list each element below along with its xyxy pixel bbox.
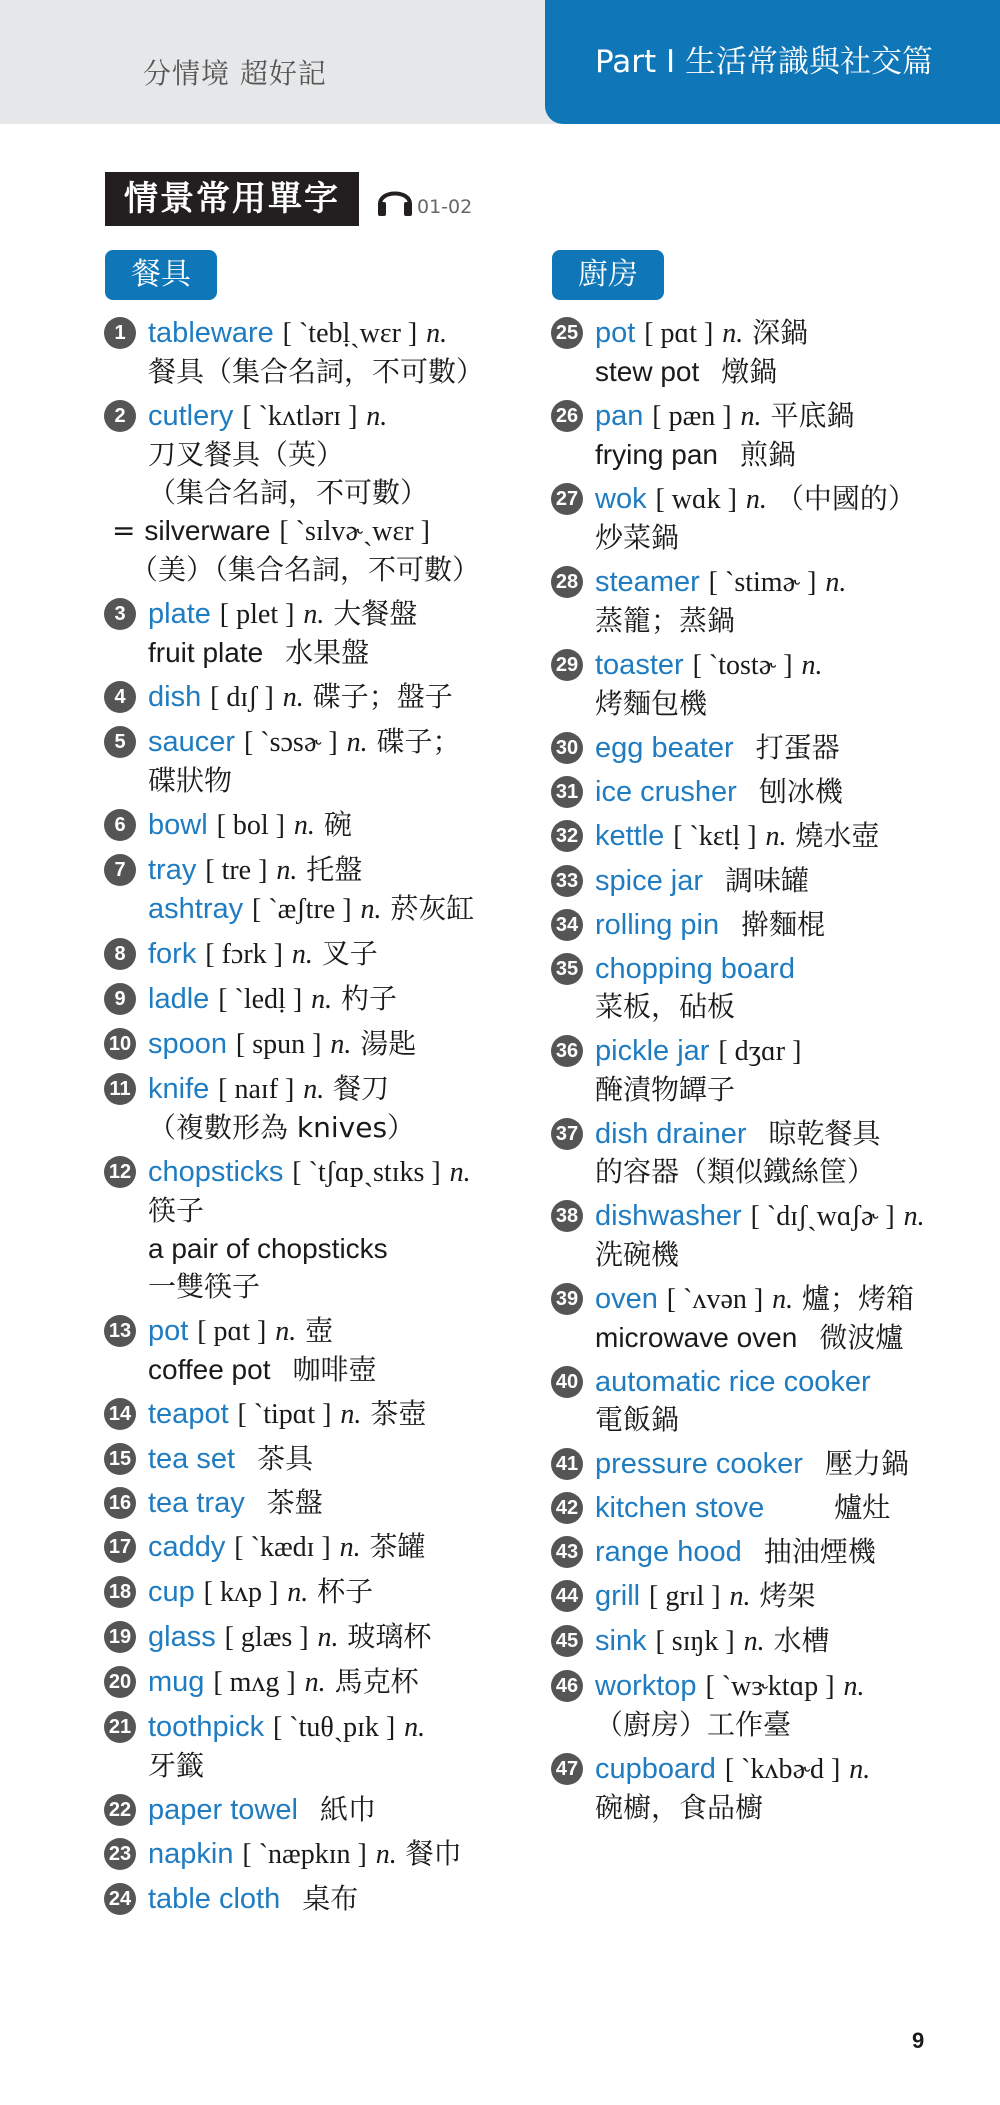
vocab-entry xyxy=(551,1489,991,1527)
entry-word: range hood xyxy=(595,1536,742,1568)
entry-phonetic: [ ˋstimɚ ] xyxy=(708,567,817,598)
entry-word: steamer xyxy=(595,566,700,598)
category-kitchen: 廚房 xyxy=(552,250,664,300)
entry-word: cup xyxy=(148,1576,195,1608)
entry-word: worktop xyxy=(595,1670,697,1702)
entry-word: silverware xyxy=(144,515,271,546)
entry-number: 23 xyxy=(104,1838,136,1870)
entry-pos: n. xyxy=(375,1839,397,1870)
entry-meaning: 深鍋 xyxy=(752,316,809,349)
entry-pos: n. xyxy=(304,1667,326,1698)
entry-number: 24 xyxy=(104,1883,136,1915)
equals-sign: = xyxy=(112,514,136,547)
entry-pos: n. xyxy=(745,484,767,515)
vocab-entry xyxy=(551,646,991,723)
entry-meaning: 平底鍋 xyxy=(770,399,855,432)
entry-meaning: 碟子；盤子 xyxy=(312,680,453,713)
entry-number: 44 xyxy=(551,1580,583,1612)
entry-pos: n. xyxy=(275,1316,297,1347)
entry-meaning: 碗櫥，食品櫥 xyxy=(595,1791,764,1824)
entry-word: rolling pin xyxy=(595,909,720,941)
entry-word: tray xyxy=(148,854,197,886)
vocab-entry xyxy=(104,1312,544,1389)
related-phrase: frying pan xyxy=(595,439,718,470)
entry-word: paper towel xyxy=(148,1794,298,1826)
vocab-entry xyxy=(104,595,544,672)
entry-meaning: 茶壺 xyxy=(370,1397,427,1430)
related-pos: n. xyxy=(360,894,382,925)
entry-number: 35 xyxy=(551,953,583,985)
entry-number: 41 xyxy=(551,1448,583,1480)
entry-word: glass xyxy=(148,1621,216,1653)
entry-meaning: 托盤 xyxy=(306,853,363,886)
related-phrase: coffee pot xyxy=(148,1354,271,1385)
entry-meaning-note: （複數形為 knives） xyxy=(148,1111,416,1144)
entry-word: toaster xyxy=(595,649,684,681)
entry-number: 34 xyxy=(551,909,583,941)
entry-number: 45 xyxy=(551,1625,583,1657)
vocab-entry xyxy=(551,1280,991,1357)
entry-pos: n. xyxy=(743,1626,765,1657)
vocab-entry xyxy=(551,563,991,640)
vocab-entry xyxy=(551,906,991,944)
entry-number: 46 xyxy=(551,1670,583,1702)
entry-phonetic: [ bol ] xyxy=(216,810,285,841)
entry-meaning: （中國的） xyxy=(775,482,916,515)
entry-number: 26 xyxy=(551,400,583,432)
entry-word: pickle jar xyxy=(595,1035,710,1067)
entry-word: saucer xyxy=(148,726,236,758)
vocab-entry xyxy=(104,1484,544,1522)
entry-meaning: 烤麵包機 xyxy=(595,687,708,720)
entry-pos: n. xyxy=(282,682,304,713)
entry-meaning: （美）（集合名詞，不可數） xyxy=(130,553,481,586)
vocab-entry xyxy=(104,1708,544,1785)
vocab-entry xyxy=(104,1880,544,1918)
entry-meaning: 擀麵棍 xyxy=(741,908,826,941)
vocab-entry xyxy=(104,1440,544,1478)
vocab-entry xyxy=(104,1153,544,1306)
entry-word: fork xyxy=(148,938,197,970)
entry-pos: n. xyxy=(404,1712,426,1743)
entry-phonetic: [ pæn ] xyxy=(652,401,732,432)
entry-phonetic: [ pɑt ] xyxy=(197,1316,267,1347)
entry-word: spoon xyxy=(148,1028,228,1060)
entry-phonetic: [ mʌg ] xyxy=(213,1667,296,1698)
entry-meaning: 醃漬物罈子 xyxy=(595,1073,736,1106)
entry-meaning: 燒水壺 xyxy=(795,819,880,852)
entry-word: tea set xyxy=(148,1443,236,1475)
vocab-entry xyxy=(551,1533,991,1571)
vocab-entry xyxy=(104,1835,544,1874)
entry-number: 16 xyxy=(104,1487,136,1519)
entry-meaning-cont: 炒菜鍋 xyxy=(595,521,680,554)
vocab-entry xyxy=(104,397,544,512)
entry-word: teapot xyxy=(148,1398,229,1430)
entry-number: 18 xyxy=(104,1576,136,1608)
entry-meaning: 玻璃杯 xyxy=(347,1620,432,1653)
entry-meaning: 壺 xyxy=(305,1314,334,1347)
vocab-entry xyxy=(104,678,544,717)
right-column xyxy=(551,314,991,1833)
entry-pos: n. xyxy=(311,984,333,1015)
entry-phonetic: [ ˋkɛtḷ ] xyxy=(673,821,757,852)
entry-number: 4 xyxy=(104,681,136,713)
entry-number: 31 xyxy=(551,776,583,808)
vocab-entry xyxy=(104,1528,544,1567)
vocab-entry xyxy=(551,1115,991,1191)
entry-number: 36 xyxy=(551,1035,583,1067)
entry-meaning: 碗 xyxy=(323,808,352,841)
entry-meaning: 湯匙 xyxy=(360,1027,417,1060)
entry-meaning: 馬克杯 xyxy=(334,1665,419,1698)
synonym-entry xyxy=(104,512,544,589)
entry-word: ladle xyxy=(148,983,210,1015)
entry-phonetic: [ sɪŋk ] xyxy=(655,1626,735,1657)
entry-meaning: 茶具 xyxy=(257,1442,314,1475)
vocab-entry xyxy=(551,862,991,900)
entry-number: 43 xyxy=(551,1536,583,1568)
vocab-entry xyxy=(551,1622,991,1661)
vocab-entry xyxy=(104,314,544,391)
entry-pos: n. xyxy=(346,727,368,758)
entry-pos: n. xyxy=(729,1581,751,1612)
entry-meaning: 爐；烤箱 xyxy=(802,1282,915,1315)
entry-word: pan xyxy=(595,400,644,432)
vocab-entry xyxy=(551,729,991,767)
entry-number: 3 xyxy=(104,598,136,630)
related-meaning: 微波爐 xyxy=(819,1321,904,1354)
entry-meaning: （廚房）工作臺 xyxy=(595,1708,792,1741)
vocab-entry xyxy=(551,1032,991,1109)
entry-phonetic: [ ˋtʃɑpˏstɪks ] xyxy=(292,1157,441,1188)
entry-pos: n. xyxy=(330,1029,352,1060)
entry-number: 27 xyxy=(551,483,583,515)
entry-number: 8 xyxy=(104,938,136,970)
entry-number: 47 xyxy=(551,1753,583,1785)
entry-meaning: 牙籤 xyxy=(148,1749,205,1782)
entry-meaning: 刀叉餐具（英） xyxy=(148,438,345,471)
entry-phonetic: [ tre ] xyxy=(205,855,268,886)
entry-number: 11 xyxy=(104,1073,136,1105)
entry-word: tea tray xyxy=(148,1487,245,1519)
entry-number: 42 xyxy=(551,1492,583,1524)
entry-meaning: 電飯鍋 xyxy=(595,1403,680,1436)
vocab-entry xyxy=(551,1667,991,1744)
entry-word: dishwasher xyxy=(595,1200,742,1232)
entry-pos: n. xyxy=(287,1577,309,1608)
entry-word: chopsticks xyxy=(148,1156,284,1188)
related-meaning: 燉鍋 xyxy=(721,355,778,388)
vocab-entry xyxy=(104,935,544,974)
entry-number: 2 xyxy=(104,400,136,432)
section-title: 情景常用單字 xyxy=(105,172,359,226)
left-column xyxy=(104,314,544,1924)
entry-word: kettle xyxy=(595,820,665,852)
entry-pos: n. xyxy=(801,650,823,681)
entry-meaning: 餐刀 xyxy=(333,1072,390,1105)
entry-word: sink xyxy=(595,1625,647,1657)
entry-meaning: 杓子 xyxy=(340,982,397,1015)
entry-meaning: 水槽 xyxy=(773,1624,830,1657)
entry-word: bowl xyxy=(148,809,208,841)
related-phrase: microwave oven xyxy=(595,1322,798,1353)
entry-phonetic: [ glæs ] xyxy=(224,1622,309,1653)
entry-pos: n. xyxy=(339,1532,361,1563)
vocab-entry xyxy=(104,980,544,1019)
related-meaning: 菸灰缸 xyxy=(390,892,475,925)
entry-pos: n. xyxy=(291,939,313,970)
entry-phonetic: [ ˋtebḷˏwɛr ] xyxy=(282,318,418,349)
entry-number: 22 xyxy=(104,1794,136,1826)
vocab-entry xyxy=(551,1577,991,1616)
entry-phonetic: [ dɪʃ ] xyxy=(210,682,274,713)
entry-phonetic: [ ˋledḷ ] xyxy=(218,984,303,1015)
entry-number: 10 xyxy=(104,1028,136,1060)
entry-pos: n. xyxy=(303,599,325,630)
entry-number: 37 xyxy=(551,1118,583,1150)
entry-phonetic: [ ˋtuθˏpɪk ] xyxy=(272,1712,396,1743)
entry-word: cutlery xyxy=(148,400,234,432)
part-title: Part I 生活常識與社交篇 xyxy=(545,0,1000,124)
related-phonetic: [ ˋæʃtre ] xyxy=(252,894,352,925)
entry-phonetic: [ ˋtostɚ ] xyxy=(692,650,793,681)
entry-word: grill xyxy=(595,1580,641,1612)
entry-word: tableware xyxy=(148,317,274,349)
entry-phonetic: [ naɪf ] xyxy=(218,1074,295,1105)
entry-phonetic: [ ˋkʌbɚd ] xyxy=(724,1754,841,1785)
entry-meaning-cont: 的容器（類似鐵絲筐） xyxy=(595,1155,876,1188)
entry-phonetic: [ ˋsɔsɚ ] xyxy=(243,727,338,758)
entry-pos: n. xyxy=(340,1399,362,1430)
vocab-entry xyxy=(551,1197,991,1274)
related-word: ashtray xyxy=(148,893,244,925)
category-tableware: 餐具 xyxy=(105,250,217,300)
entry-word: dish drainer xyxy=(595,1118,747,1150)
entry-phonetic: [ pɑt ] xyxy=(644,318,714,349)
entry-meaning: 洗碗機 xyxy=(595,1238,680,1271)
entry-pos: n. xyxy=(317,1622,339,1653)
entry-number: 1 xyxy=(104,317,136,349)
entry-meaning: 碟子； xyxy=(376,725,461,758)
entry-pos: n. xyxy=(426,318,448,349)
entry-pos: n. xyxy=(366,401,388,432)
entry-pos: n. xyxy=(293,810,315,841)
series-title: 分情境 超好記 xyxy=(143,57,327,90)
related-phrase: a pair of chopsticks xyxy=(148,1233,388,1264)
entry-pos: n. xyxy=(903,1201,925,1232)
entry-number: 17 xyxy=(104,1531,136,1563)
entry-word: spice jar xyxy=(595,865,703,897)
entry-word: egg beater xyxy=(595,732,734,764)
entry-meaning: 壓力鍋 xyxy=(824,1447,909,1480)
page-header xyxy=(0,0,1000,124)
entry-phonetic: [ ˋkædɪ ] xyxy=(234,1532,331,1563)
entry-number: 38 xyxy=(551,1200,583,1232)
entry-pos: n. xyxy=(772,1284,794,1315)
entry-pos: n. xyxy=(740,401,762,432)
headphones-icon xyxy=(375,180,415,218)
vocab-entry xyxy=(104,1395,544,1434)
entry-pos: n. xyxy=(765,821,787,852)
entry-word: mug xyxy=(148,1666,205,1698)
entry-phonetic: [ dʒɑr ] xyxy=(718,1036,802,1067)
entry-phonetic: [ ˋsɪlvɚˏwɛr ] xyxy=(279,516,430,547)
entry-meaning: 蒸籠；蒸鍋 xyxy=(595,604,736,637)
entry-number: 13 xyxy=(104,1315,136,1347)
vocab-entry xyxy=(551,1750,991,1827)
entry-meaning: 菜板，砧板 xyxy=(595,990,736,1023)
entry-word: chopping board xyxy=(595,953,795,985)
entry-meaning: 筷子 xyxy=(148,1194,205,1227)
entry-meaning: 烤架 xyxy=(759,1579,816,1612)
entry-word: kitchen stove xyxy=(595,1492,765,1524)
vocab-entry xyxy=(551,773,991,811)
entry-number: 20 xyxy=(104,1666,136,1698)
entry-pos: n. xyxy=(449,1157,471,1188)
related-phrase: fruit plate xyxy=(148,637,264,668)
entry-meaning: 茶罐 xyxy=(369,1530,426,1563)
entry-number: 39 xyxy=(551,1283,583,1315)
audio-track-code: 01-02 xyxy=(417,196,473,218)
entry-meaning: 紙巾 xyxy=(319,1793,376,1826)
entry-number: 40 xyxy=(551,1366,583,1398)
vocab-entry xyxy=(104,1573,544,1612)
entry-word: dish xyxy=(148,681,202,713)
entry-phonetic: [ grɪl ] xyxy=(649,1581,721,1612)
entry-phonetic: [ kʌp ] xyxy=(203,1577,279,1608)
entry-word: table cloth xyxy=(148,1883,281,1915)
entry-meaning-cont: 碟狀物 xyxy=(148,764,233,797)
entry-meaning: 叉子 xyxy=(321,937,378,970)
entry-phonetic: [ fɔrk ] xyxy=(205,939,283,970)
entry-word: napkin xyxy=(148,1838,234,1870)
entry-word: cupboard xyxy=(595,1753,716,1785)
entry-phonetic: [ ˋdɪʃˏwɑʃɚ ] xyxy=(750,1201,895,1232)
entry-word: ice crusher xyxy=(595,776,737,808)
entry-meaning: 抽油煙機 xyxy=(763,1535,876,1568)
entry-number: 9 xyxy=(104,983,136,1015)
entry-meaning: 刨冰機 xyxy=(758,775,843,808)
entry-word: plate xyxy=(148,598,211,630)
entry-meaning: 餐具（集合名詞，不可數） xyxy=(148,355,485,388)
entry-number: 15 xyxy=(104,1443,136,1475)
entry-meaning: 大餐盤 xyxy=(333,597,418,630)
entry-word: pot xyxy=(595,317,636,349)
related-meaning: 煎鍋 xyxy=(739,438,796,471)
entry-number: 14 xyxy=(104,1398,136,1430)
page-number: 9 xyxy=(912,2028,925,2053)
vocab-entry xyxy=(551,1363,991,1439)
vocab-entry xyxy=(551,950,991,1026)
entry-phonetic: [ plet ] xyxy=(219,599,295,630)
entry-pos: n. xyxy=(843,1671,865,1702)
entry-phonetic: [ ˋnæpkɪn ] xyxy=(242,1839,367,1870)
entry-number: 12 xyxy=(104,1156,136,1188)
entry-meaning: 餐巾 xyxy=(405,1837,462,1870)
entry-phonetic: [ wɑk ] xyxy=(655,484,737,515)
entry-meaning: 打蛋器 xyxy=(755,731,840,764)
vocab-entry xyxy=(104,723,544,800)
entry-word: automatic rice cooker xyxy=(595,1366,871,1398)
entry-word: pot xyxy=(148,1315,189,1347)
related-meaning: 一雙筷子 xyxy=(148,1270,261,1303)
entry-number: 33 xyxy=(551,865,583,897)
entry-number: 21 xyxy=(104,1711,136,1743)
entry-pos: n. xyxy=(825,567,847,598)
vocab-entry xyxy=(551,817,991,856)
entry-number: 6 xyxy=(104,809,136,841)
vocab-entry xyxy=(551,1445,991,1483)
vocab-entry xyxy=(104,851,544,929)
entry-meaning: 晾乾餐具 xyxy=(768,1117,881,1150)
vocab-entry xyxy=(104,1791,544,1829)
entry-phonetic: [ ˋwɝktɑp ] xyxy=(705,1671,835,1702)
entry-number: 32 xyxy=(551,820,583,852)
entry-pos: n. xyxy=(303,1074,325,1105)
entry-word: knife xyxy=(148,1073,210,1105)
entry-number: 7 xyxy=(104,854,136,886)
entry-pos: n. xyxy=(849,1754,871,1785)
entry-meaning: 杯子 xyxy=(317,1575,374,1608)
entry-meaning: 調味罐 xyxy=(725,864,810,897)
vocab-entry xyxy=(551,397,991,474)
entry-number: 25 xyxy=(551,317,583,349)
vocab-entry xyxy=(104,1663,544,1702)
entry-number: 30 xyxy=(551,732,583,764)
entry-number: 29 xyxy=(551,649,583,681)
entry-meaning: 爐灶 xyxy=(834,1491,891,1524)
entry-word: caddy xyxy=(148,1531,226,1563)
vocab-entry xyxy=(104,806,544,845)
vocab-entry xyxy=(104,1618,544,1657)
entry-word: wok xyxy=(595,483,647,515)
entry-number: 5 xyxy=(104,726,136,758)
vocab-entry xyxy=(104,1025,544,1064)
vocab-entry xyxy=(551,480,991,557)
entry-word: oven xyxy=(595,1283,658,1315)
entry-phonetic: [ ˋʌvən ] xyxy=(666,1284,764,1315)
related-meaning: 水果盤 xyxy=(285,636,370,669)
entry-word: pressure cooker xyxy=(595,1448,803,1480)
related-meaning: 咖啡壺 xyxy=(292,1353,377,1386)
entry-number: 28 xyxy=(551,566,583,598)
vocab-entry xyxy=(104,1070,544,1147)
entry-pos: n. xyxy=(276,855,298,886)
entry-meaning-note: （集合名詞，不可數） xyxy=(148,476,429,509)
entry-phonetic: [ spun ] xyxy=(235,1029,322,1060)
vocab-entry xyxy=(551,314,991,391)
entry-word: toothpick xyxy=(148,1711,265,1743)
entry-number: 19 xyxy=(104,1621,136,1653)
entry-phonetic: [ ˋkʌtlərɪ ] xyxy=(242,401,358,432)
entry-phonetic: [ ˋtipɑt ] xyxy=(237,1399,332,1430)
related-phrase: stew pot xyxy=(595,356,700,387)
entry-meaning: 茶盤 xyxy=(266,1486,323,1519)
entry-pos: n. xyxy=(722,318,744,349)
entry-meaning: 桌布 xyxy=(302,1882,359,1915)
